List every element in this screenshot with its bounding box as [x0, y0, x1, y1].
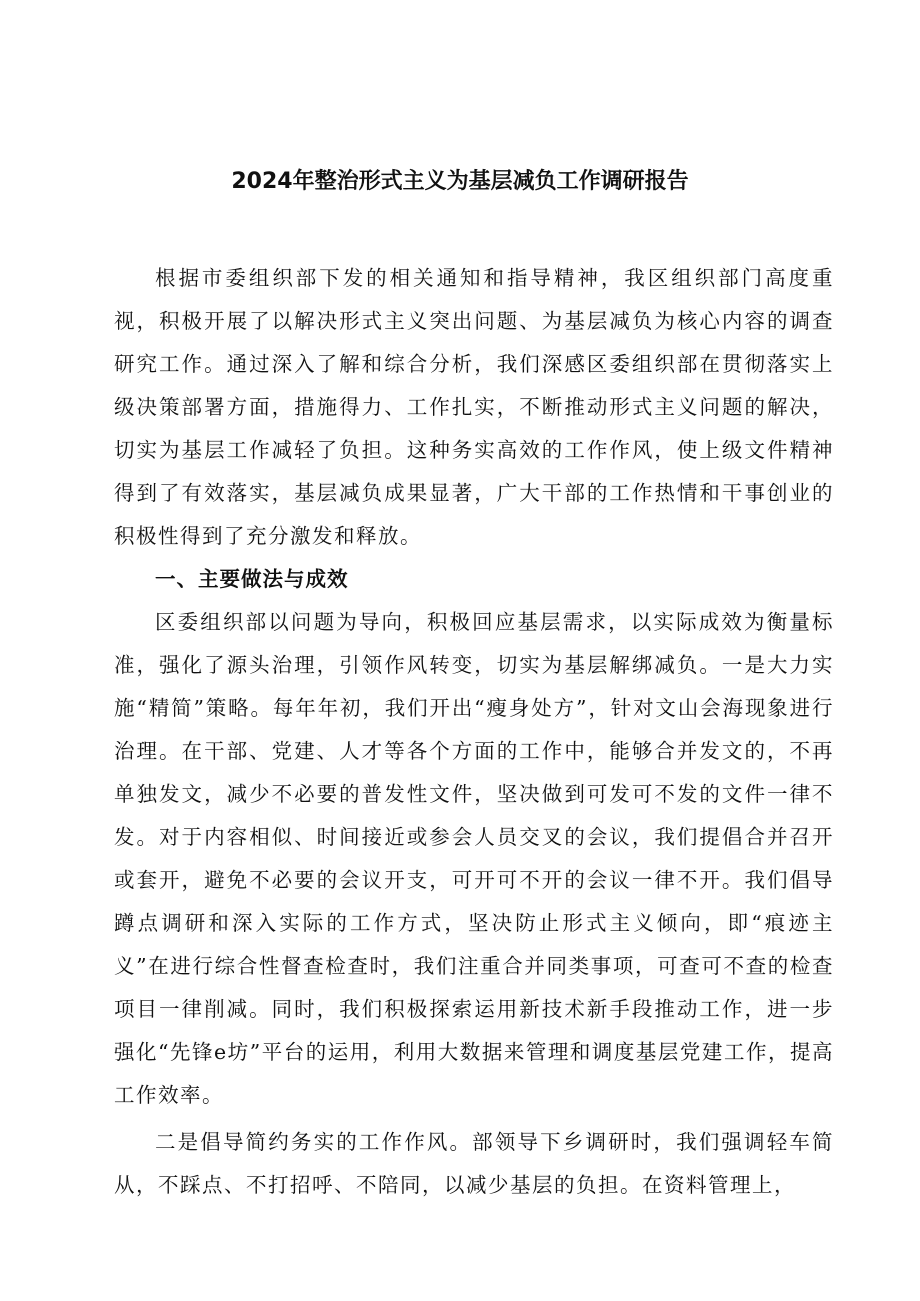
section-paragraph-1: 区委组织部以问题为导向，积极回应基层需求，以实际成效为衡量标准，强化了源头治理，引领作风转变，切实为基层解绑减负。一是大力实施“精简”策略。每年年初，我们开出“瘦身处方”，针对文山会海现象进行治理。在干部、党建、人才等各个方面的工作中，能够合并发文的，不再单独发文，减少不必要的普发性文件，坚决做到可发可不发的文件一律不发。对于内容相似、时间接近或参会人员交叉的会议，我们提倡合并召开或套开，避免不必要的会议开支，可开可不开的会议一律不开。我们倡导蹲点调研和深入实际的工作方式，坚决防止形式主义倾向，即“痕迹主义”在进行综合性督查检查时，我们注重合并同类事项，可查可不查的检查项目一律削减。同时，我们积极探索运用新技术新手段推动工作，进一步强化“先锋e坊”平台的运用，利用大数据来管理和调度基层党建工作，提高工作效率。 — [114, 610, 834, 1107]
document-body — [114, 257, 834, 1207]
section-heading: 一、主要做法与成效 — [155, 567, 349, 591]
section-paragraph-2: 二是倡导简约务实的工作作风。部领导下乡调研时，我们强调轻车简从，不踩点、不打招呼、不陪同，以减少基层的负担。在资料管理上， — [114, 1130, 834, 1197]
document-title: 2024年整治形式主义为基层减负工作调研报告 — [231, 169, 689, 194]
intro-paragraph: 根据市委组织部下发的相关通知和指导精神，我区组织部门高度重视，积极开展了以解决形式主义突出问题、为基层减负为核心内容的调查研究工作。通过深入了解和综合分析，我们深感区委组织部在贯彻落实上级决策部署方面，措施得力、工作扎实，不断推动形式主义问题的解决，切实为基层工作减轻了负担。这种务实高效的工作作风，使上级文件精神得到了有效落实，基层减负成果显著，广大干部的工作热情和干事创业的积极性得到了充分激发和释放。 — [114, 266, 834, 548]
